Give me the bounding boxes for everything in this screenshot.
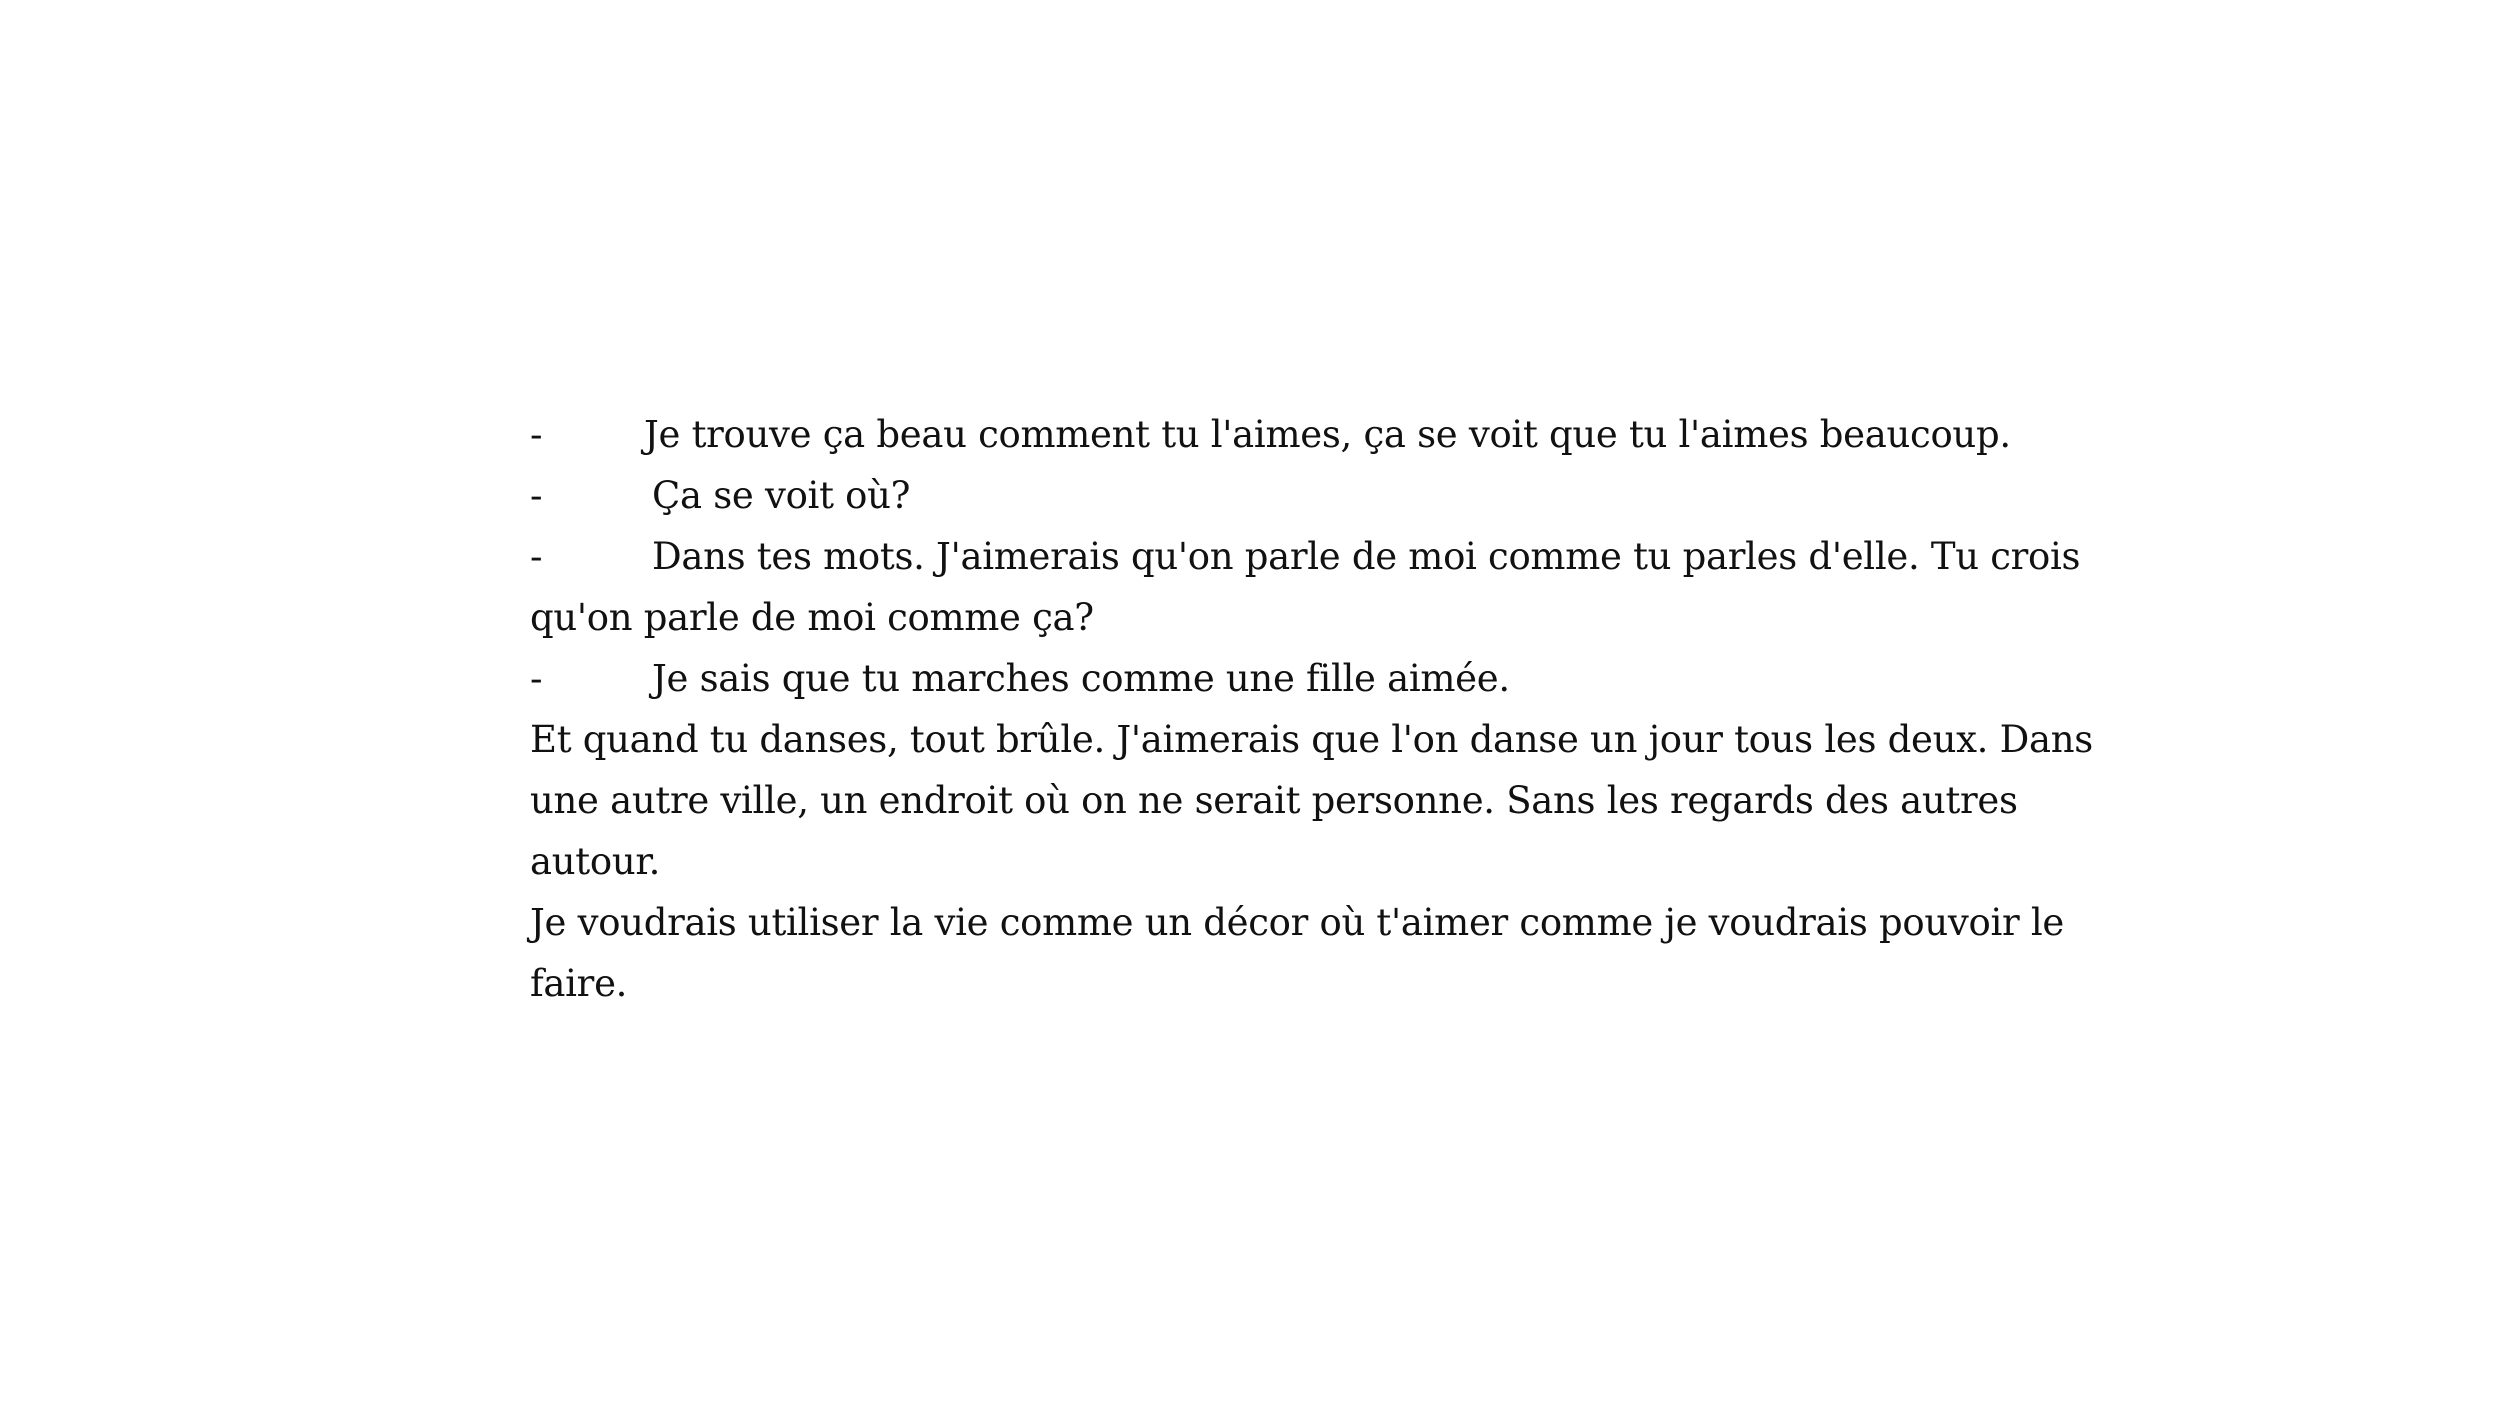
dialogue-text: Je sais que tu marches comme une fille aimée. xyxy=(652,657,1510,700)
text-line: qu'on parle de moi comme ça? xyxy=(530,596,1094,639)
dialogue-text: Dans tes mots. J'aimerais qu'on parle de moi comme tu parles d'elle. Tu crois xyxy=(652,535,2081,578)
text-line: Je voudrais utiliser la vie comme un décor où t'aimer comme je voudrais pouvoir le xyxy=(530,901,2064,944)
text-line: une autre ville, un endroit où on ne serait personne. Sans les regards des autres xyxy=(530,779,2018,822)
dialogue-line: - Ça se voit où? xyxy=(530,465,2010,526)
dialogue-line: - Dans tes mots. J'aimerais qu'on parle de moi comme tu parles d'elle. Tu crois xyxy=(530,526,2010,587)
text-line: faire. xyxy=(530,962,628,1005)
dialogue-text: Je trouve ça beau comment tu l'aimes, ça se voit que tu l'aimes beaucoup. xyxy=(644,413,2011,456)
text-line: Et quand tu danses, tout brûle. J'aimerais que l'on danse un jour tous les deux. Dans xyxy=(530,718,2093,761)
dialogue-line: - Je sais que tu marches comme une fille aimée. xyxy=(530,648,2010,709)
text-block xyxy=(530,404,2093,1014)
dialogue-text: Ça se voit où? xyxy=(652,474,911,517)
text-line: autour. xyxy=(530,840,661,883)
dialogue-line: - Je trouve ça beau comment tu l'aimes, ça se voit que tu l'aimes beaucoup. xyxy=(530,404,2010,465)
